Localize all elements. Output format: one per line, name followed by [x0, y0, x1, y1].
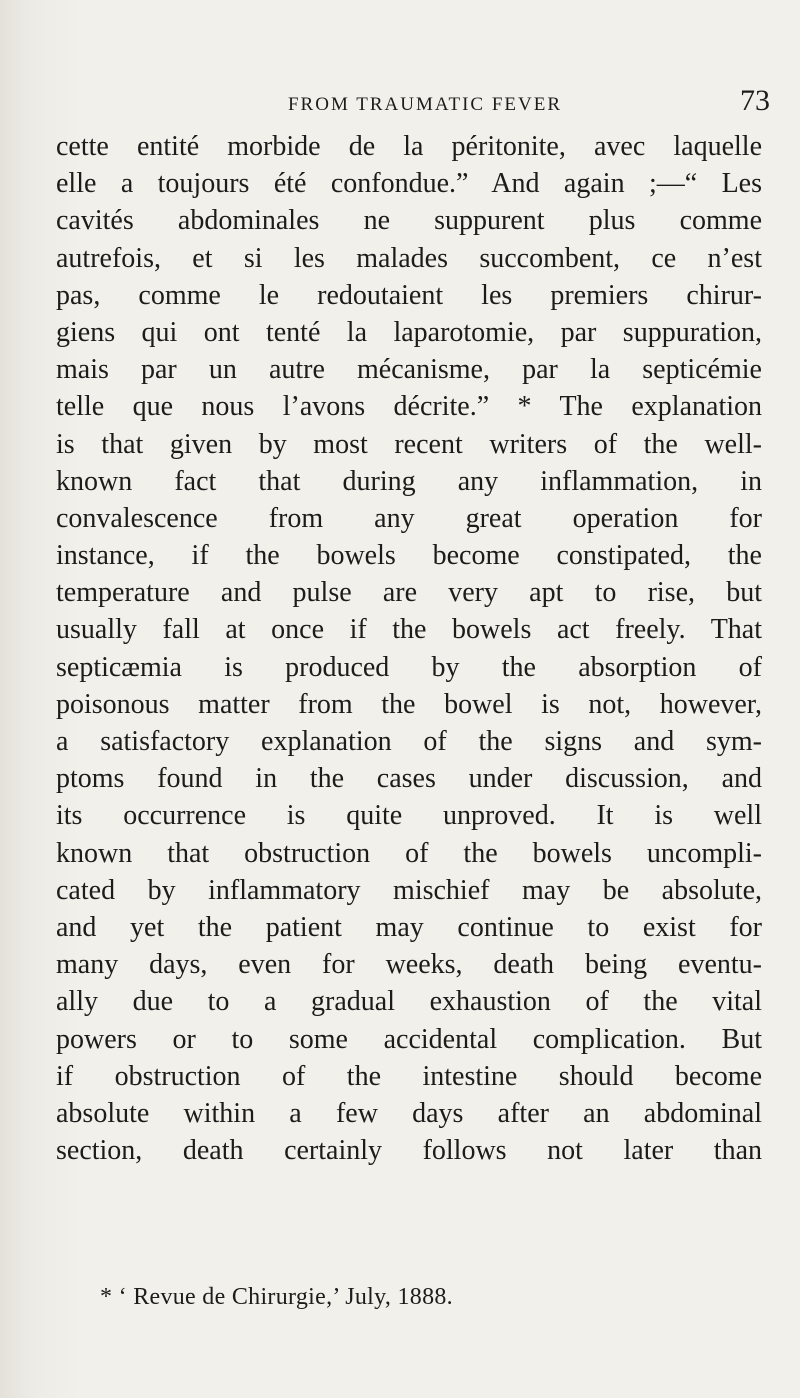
text-line: known that obstruction of the bowels uncompli- — [56, 837, 762, 869]
text-line: mais par un autre mécanisme, par la septicémie — [56, 354, 762, 386]
footnote: * ‘ Revue de Chirurgie,’ July, 1888. — [100, 1284, 453, 1310]
text-line: and yet the patient may continue to exist for — [56, 911, 762, 943]
text-line: its occurrence is quite unproved. It is well — [56, 800, 762, 832]
running-title: FROM TRAUMATIC FEVER — [287, 94, 563, 115]
text-line: convalescence from any great operation for — [56, 502, 762, 534]
page-header — [0, 84, 800, 124]
text-line: instance, if the bowels become constipated, the — [56, 540, 762, 572]
text-line: temperature and pulse are very apt to rise, but — [56, 577, 762, 609]
text-line: absolute within a few days after an abdominal — [56, 1097, 762, 1129]
text-line: telle que nous l’avons décrite.” * The explanation — [56, 391, 762, 423]
text-line: cavités abdominales ne suppurent plus comme — [56, 205, 762, 237]
text-line: giens qui ont tenté la laparotomie, par suppuration, — [56, 316, 762, 348]
text-line: ptoms found in the cases under discussion, and — [56, 763, 762, 795]
text-line: section, death certainly follows not later than — [56, 1135, 762, 1167]
text-line: poisonous matter from the bowel is not, however, — [56, 688, 762, 720]
text-line: many days, even for weeks, death being eventu- — [56, 949, 762, 981]
text-line: a satisfactory explanation of the signs and sym- — [56, 726, 762, 757]
text-line: usually fall at once if the bowels act freely. That — [56, 614, 762, 646]
page-number: 73 — [740, 84, 770, 117]
text-line: is that given by most recent writers of the well- — [56, 428, 762, 460]
text-line: known fact that during any inflammation, in — [56, 465, 762, 497]
text-line: cette entité morbide de la péritonite, avec laquelle — [56, 131, 762, 162]
text-line: cated by inflammatory mischief may be absolute, — [56, 874, 762, 906]
text-line: powers or to some accidental complication. But — [56, 1023, 762, 1055]
text-line: ally due to a gradual exhaustion of the vital — [56, 986, 762, 1018]
text-line: septicæmia is produced by the absorption of — [56, 651, 762, 683]
body-text — [56, 128, 762, 1169]
text-line: autrefois, et si les malades succombent, ce n’est — [56, 242, 762, 274]
text-line: pas, comme le redoutaient les premiers chirur- — [56, 279, 762, 311]
text-line: if obstruction of the intestine should become — [56, 1060, 762, 1092]
text-line: elle a toujours été confondue.” And again ;—“ Les — [56, 168, 762, 200]
